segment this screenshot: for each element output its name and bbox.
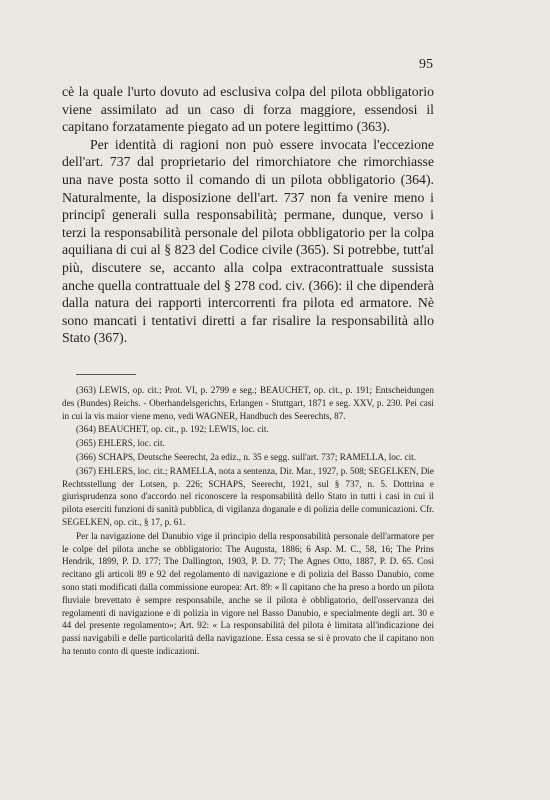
footnotes: [62, 384, 437, 658]
footnote-text: (363) LEWIS, op. cit.; Prot. VI, p. 2799 e seg.; BEAUCHET, op. cit., p. 191; Entscheidungen des (Bundes) Reichs. - Oberhandelsgerichts, Erlangen - Stuttgart, 1871 e seg. XXV, p. 230. Pei casi in cui la vis maior viene meno, vedi WAGNER, Handbuch des Seerechts, 87.: [62, 385, 437, 421]
footnote: [62, 437, 434, 450]
footnote-text: (367) EHLERS, loc. cit.; RAMELLA, nota a sentenza, Dir. Mar., 1927, p. 508; SEGELKEN, Die Rechtsstellung der Lotsen, p. 226; SCHAPS, Seerecht, 1921, sul § 737, n. 5. Dottrina e giurisprudenza sono d'accordo nel riconoscere la responsabilità dello Stato in tutti i casi in cui il pilota eserciti funzioni di sanità pubblica, di vigilanza doganale e di polizia delle comunicazioni. Cfr. SEGELKEN, op. cit., § 17, p. 61.: [62, 465, 437, 527]
footnote: [62, 530, 437, 658]
footnote-text: (364) BEAUCHET, op. cit., p. 192; LEWIS, loc. cit.: [76, 424, 269, 435]
footnote-text: Per la navigazione del Danubio vige il principio della responsabilità personale dell'armatore per le colpe del pilota anche se obbligatorio: The Augusta, 1886; 6 Asp. M. C., 58, 16; The Prins Hendrik, 1899, P. D. 177; The Dallington, 1903, P. D. 77; The Agnes Otto, 1887, P. D. 65. Così recitano gli articoli 89 e 92 del regolamento di navigazione e di polizia del Basso Danubio, come sono stati modificati dalla commissione europea: Art. 89: « Il capitano che ha preso a bordo un pilota fluviale brevettato è sempre responsabile, anche se il pilota è obbligatorio, dell'osservanza dei regolamenti di navigazione e di polizia in vigore nel Basso Danubio, e specialmente degli art. 30 e 44 del presente regolamento»; Art. 92: « La responsabilità del pilota è limitata all'indicazione dei passi navigabili e delle particolarità della navigazione. Essa cessa se si è provato che il capitano non ha tenuto conto di queste indicazioni.: [62, 530, 437, 656]
main-text: [62, 83, 434, 347]
page-number: 95: [419, 57, 433, 72]
footnote: [62, 423, 434, 436]
footnote: [62, 384, 437, 422]
footnote: [62, 465, 437, 529]
footnote-separator: [76, 374, 136, 375]
footnote-text: (366) SCHAPS, Deutsche Seerecht, 2a ediz., n. 35 e segg. sull'art. 737; RAMELLA, loc. cit.: [76, 451, 417, 462]
paragraph: Per identità di ragioni non può essere invocata l'eccezione dell'art. 737 dal proprietario del rimorchiatore che rimorchiasse una nave posta sotto il comando di un pilota obbligatorio (364). Naturalmente, la disposizione dell'art. 737 non fa venire meno i principî generali sulla responsabilità; permane, dunque, verso i terzi la responsabilità personale del pilota obbligatorio per la colpa aquiliana di cui al § 823 del Codice civile (365). Si potrebbe, tutt'al più, discutere se, accanto alla colpa extracontrattuale sussista anche quella contrattuale del § 278 cod. civ. (366): il che dipenderà dalla natura dei rapporti intercorrenti fra pilota ed armatore. Nè sono mancati i tentativi diretti a far risalire la responsabilità allo Stato (367).: [62, 136, 434, 346]
paragraph: cè la quale l'urto dovuto ad esclusiva colpa del pilota obbligatorio viene assimilato ad un caso di forza maggiore, essendosi il capitano forzatamente piegato ad un potere legittimo (363).: [62, 84, 434, 135]
footnote-text: (365) EHLERS, loc. cit.: [76, 438, 165, 449]
footnote: [62, 451, 434, 464]
